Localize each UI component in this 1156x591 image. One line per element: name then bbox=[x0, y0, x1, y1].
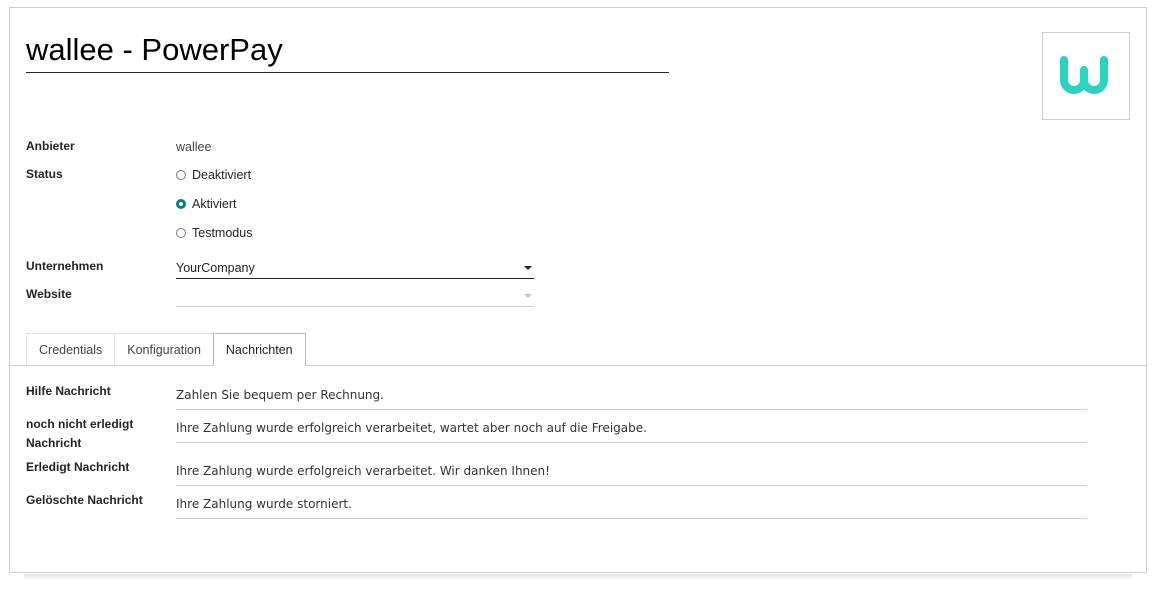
radio-checked-icon[interactable] bbox=[176, 199, 186, 209]
status-option-testmode[interactable] bbox=[176, 224, 252, 242]
status-label: Status bbox=[26, 167, 63, 181]
status-option-label: Aktiviert bbox=[192, 197, 237, 211]
done-message-field[interactable]: Ihre Zahlung wurde erfolgreich verarbeitet. Wir danken Ihnen! bbox=[176, 460, 1087, 486]
wallee-logo-icon bbox=[1058, 56, 1114, 96]
title-field[interactable] bbox=[26, 28, 669, 73]
radio-unchecked-icon[interactable] bbox=[176, 228, 186, 238]
done-message-label: Erledigt Nachricht bbox=[26, 460, 130, 474]
provider-label: Anbieter bbox=[26, 139, 75, 153]
help-message-field[interactable]: Zahlen Sie bequem per Rechnung. bbox=[176, 384, 1087, 410]
chevron-down-icon[interactable] bbox=[524, 266, 532, 270]
status-option-deactivated[interactable] bbox=[176, 166, 251, 184]
provider-logo[interactable] bbox=[1042, 32, 1130, 120]
company-select[interactable] bbox=[176, 259, 534, 279]
pending-message-field[interactable]: Ihre Zahlung wurde erfolgreich verarbeitet, wartet aber noch auf die Freigabe. bbox=[176, 417, 1087, 443]
pending-message-label: noch nicht erledigt Nachricht bbox=[26, 417, 134, 450]
status-option-label: Testmodus bbox=[192, 226, 253, 240]
tab-nachrichten[interactable]: Nachrichten bbox=[213, 333, 306, 366]
help-message-label: Hilfe Nachricht bbox=[26, 384, 111, 398]
cancel-message-label: Gelöschte Nachricht bbox=[26, 493, 143, 507]
website-select[interactable] bbox=[176, 287, 534, 307]
tab-credentials[interactable]: Credentials bbox=[26, 333, 115, 365]
cancel-message-field[interactable]: Ihre Zahlung wurde storniert. bbox=[176, 493, 1087, 519]
tab-konfiguration[interactable]: Konfiguration bbox=[114, 333, 214, 365]
status-option-activated[interactable] bbox=[176, 195, 236, 213]
sheet-shadow bbox=[24, 574, 1132, 580]
form-sheet bbox=[9, 7, 1147, 573]
website-label: Website bbox=[26, 287, 72, 301]
radio-unchecked-icon[interactable] bbox=[176, 170, 186, 180]
provider-value: wallee bbox=[176, 140, 212, 154]
chevron-down-icon[interactable] bbox=[524, 294, 532, 298]
company-label: Unternehmen bbox=[26, 259, 104, 273]
status-option-label: Deaktiviert bbox=[192, 168, 252, 182]
notebook-tabs bbox=[26, 333, 305, 366]
page-title: wallee - PowerPay bbox=[26, 32, 283, 67]
company-value: YourCompany bbox=[176, 261, 255, 275]
